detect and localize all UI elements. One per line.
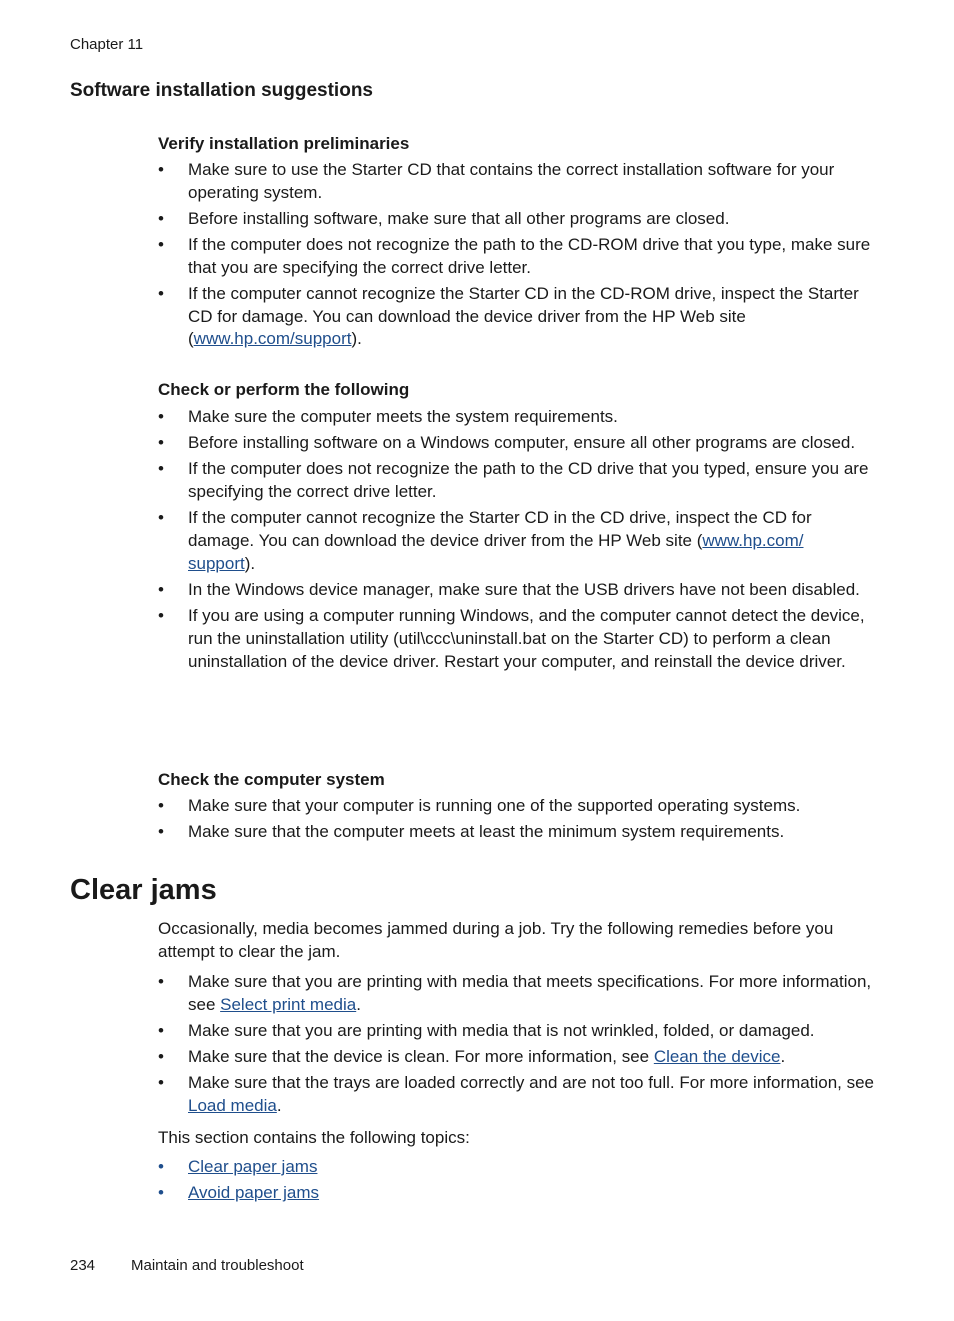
- bullet: •: [158, 407, 164, 426]
- list-item: • If the computer cannot recognize the Starter CD in the CD drive, inspect the CD for damage. You can download the device driver from the HP Web site (www.hp.com/ support).: [158, 508, 812, 573]
- bullet: •: [158, 284, 164, 304]
- list-item: • Make sure the computer meets the system requirements.: [158, 406, 878, 429]
- bullet: •: [158, 822, 164, 842]
- chapter-label: Chapter 11: [70, 36, 144, 53]
- list-item: • In the Windows device manager, make sure that the USB drivers have not been disabled.: [158, 579, 878, 602]
- hp-support-link[interactable]: www.hp.com/: [702, 531, 804, 551]
- avoid-paper-jams-link[interactable]: Avoid paper jams: [188, 1183, 320, 1203]
- bullet: •: [158, 508, 164, 528]
- system-heading: Check the computer system: [158, 770, 385, 789]
- bullet: •: [158, 1183, 164, 1203]
- system-list: [158, 795, 878, 847]
- topics-intro: This section contains the following topics:: [158, 1128, 470, 1147]
- verify-heading: Verify installation preliminaries: [158, 134, 410, 153]
- list-item: • Make sure that the trays are loaded correctly and are not too full. For more information, see Load media.: [158, 1073, 875, 1116]
- check-heading: Check or perform the following: [158, 380, 410, 399]
- bullet: •: [158, 1073, 164, 1093]
- check-list: [158, 406, 878, 677]
- load-media-link[interactable]: Load media: [188, 1096, 277, 1116]
- bullet: •: [158, 1047, 164, 1067]
- clear-jams-title: Clear jams: [70, 874, 217, 906]
- list-item: [158, 1182, 878, 1205]
- list-item: [158, 1156, 878, 1179]
- hp-support-link-cont[interactable]: support: [188, 553, 245, 573]
- bullet: •: [158, 1157, 164, 1176]
- bullet: •: [158, 208, 164, 228]
- bullet: •: [158, 459, 164, 479]
- clear-paper-jams-link[interactable]: Clear paper jams: [188, 1157, 318, 1176]
- clean-device-link[interactable]: Clean the device: [653, 1047, 781, 1067]
- list-item: • Make sure that you are printing with media that meets specifications. For more information, see Select print media.: [158, 972, 872, 1014]
- list-item: • Before installing software on a Windows computer, ensure all other programs are closed.: [158, 432, 878, 455]
- verify-list: [158, 159, 878, 355]
- bullet: •: [158, 579, 164, 599]
- bullet: •: [158, 160, 164, 179]
- section-title: Software installation suggestions: [70, 80, 373, 101]
- select-print-media-link[interactable]: Select print media: [220, 994, 357, 1014]
- list-item: • Make sure that the device is clean. For more information, see Clean the device.: [158, 1046, 878, 1069]
- footer-section-name: Maintain and troubleshoot: [131, 1257, 304, 1274]
- list-item: • Make sure that you are printing with media that is not wrinkled, folded, or damaged.: [158, 1020, 878, 1043]
- list-item: • Before installing software, make sure that all other programs are closed.: [158, 208, 878, 231]
- list-item: • If the computer does not recognize the path to the CD-ROM drive that you type, make sure that you are specifying the correct drive letter.: [158, 235, 871, 277]
- topics-list: [158, 1156, 878, 1208]
- clear-jams-intro: Occasionally, media becomes jammed during a job. Try the following remedies before you attempt to clear the jam.: [158, 919, 834, 961]
- bullet: •: [158, 972, 164, 991]
- list-item: • Make sure that the computer meets at least the minimum system requirements.: [158, 821, 878, 844]
- clear-jams-list: [158, 971, 878, 1121]
- hp-support-link[interactable]: www.hp.com/support: [193, 329, 352, 349]
- list-item: • Make sure to use the Starter CD that contains the correct installation software for your operating system.: [158, 160, 835, 202]
- list-item: • Make sure that your computer is running one of the supported operating systems.: [158, 795, 878, 818]
- list-item: • If the computer cannot recognize the Starter CD in the CD-ROM drive, inspect the Starter CD for damage. You can download the device driver from the HP Web site (www.hp.com/support).: [158, 284, 859, 349]
- bullet: •: [158, 796, 164, 815]
- bullet: •: [158, 235, 164, 255]
- list-item: • If you are using a computer running Windows, and the computer cannot detect the device, run the uninstallation utility (util\ccc\uninstall.bat on the Starter CD) to perform a clean uninstallation of the device driver. Restart your computer, and reinstall the device driver.: [158, 606, 865, 671]
- bullet: •: [158, 433, 164, 453]
- bullet: •: [158, 1020, 164, 1040]
- list-item: • If the computer does not recognize the path to the CD drive that you typed, ensure you are specifying the correct drive letter.: [158, 459, 869, 502]
- bullet: •: [158, 606, 164, 626]
- page-number: 234: [70, 1257, 96, 1274]
